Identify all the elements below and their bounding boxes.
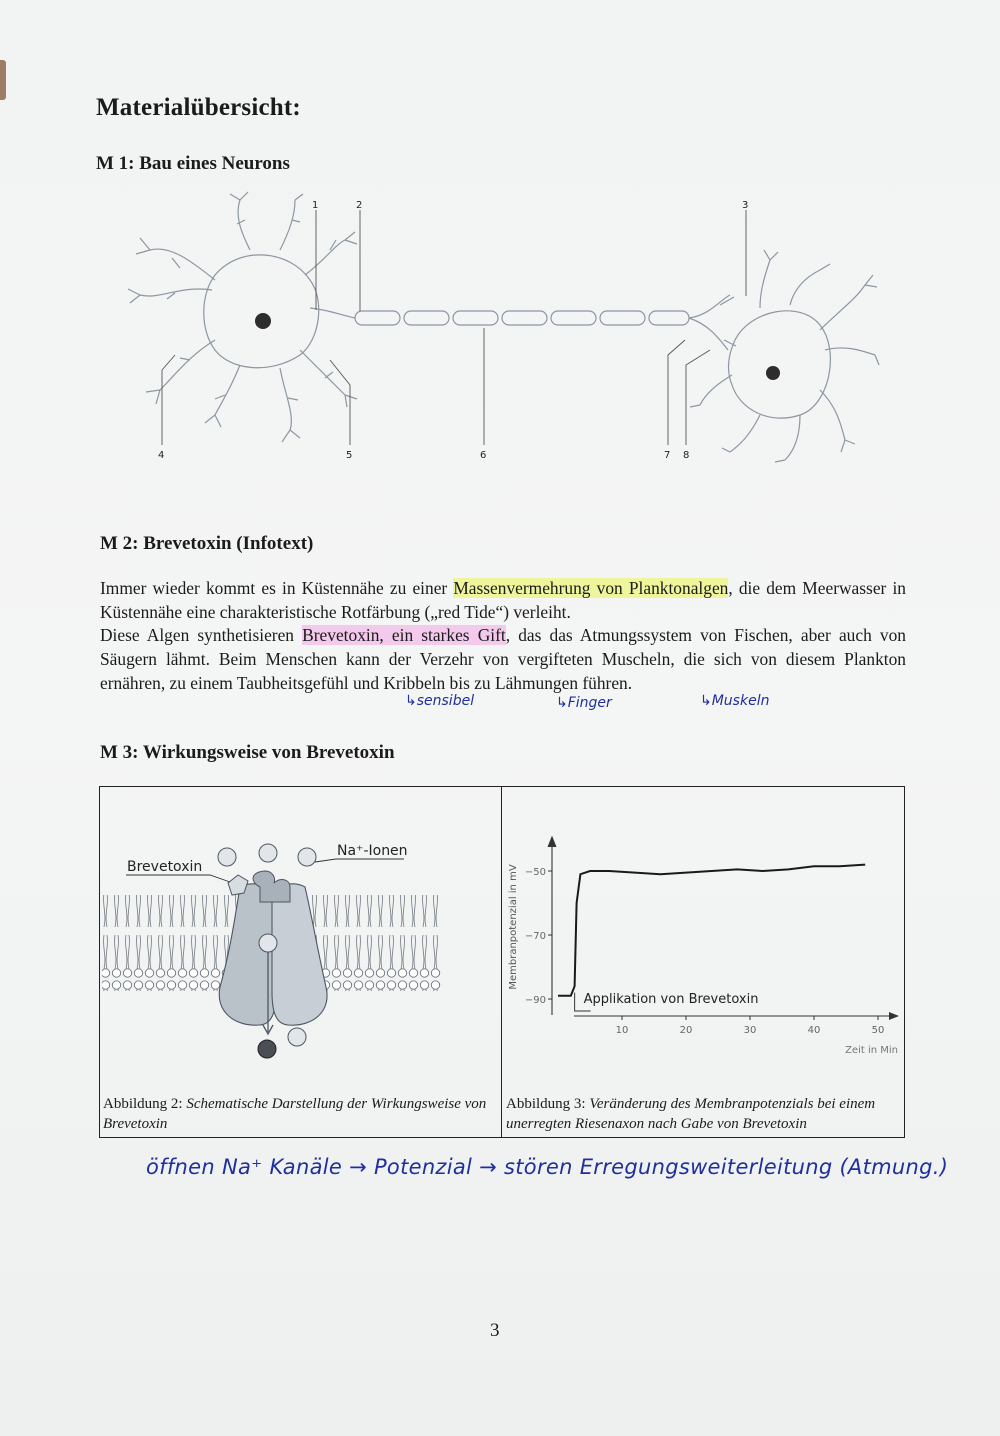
label-brevetoxin: Brevetoxin [127, 859, 203, 875]
neuron-label-8: 8 [683, 450, 690, 461]
page-title: Materialübersicht: [96, 94, 301, 121]
x-tick-label: 30 [743, 1025, 757, 1036]
neuron-label-2: 2 [356, 200, 363, 211]
neuron-label-6: 6 [480, 450, 487, 461]
neuron-label-1: 1 [312, 200, 319, 211]
label-na-ions: Na⁺-Ionen [337, 843, 408, 859]
page-number: 3 [490, 1320, 500, 1341]
m2-heading: M 2: Brevetoxin (Infotext) [100, 533, 314, 554]
chart-annotation: Applikation von Brevetoxin [583, 992, 759, 1007]
nucleus-left [255, 313, 271, 329]
y-tick-label: −70 [524, 931, 546, 942]
m2-paragraph-1: Immer wieder kommt es in Küstennähe zu einer Massenvermehrung von Planktonalgen, die dem Meerwasser in Küstennähe eine charakteristische Rotfärbung („red Tide“) verleiht. [100, 578, 906, 622]
y-axis-label: Membranpotenzial in mV [508, 864, 519, 990]
m2-paragraph-2: Diese Algen synthetisieren Brevetoxin, ein starkes Gift, das das Atmungssystem von Fischen, aber auch von Säugern lähmt. Beim Menschen kann der Verzehr von vergifteten Muscheln, die sich von diesem Plankton ernähren, zu einem Taubheitsgefühl und Kribbeln bis zu Lähmungen führen. [100, 625, 906, 693]
y-tick-label: −90 [524, 995, 546, 1006]
x-axis-label: Zeit in Min [845, 1045, 898, 1056]
neuron-label-4: 4 [158, 450, 165, 461]
nucleus-right [766, 366, 780, 380]
y-tick-label: −50 [524, 867, 546, 878]
neuron-label-7: 7 [664, 450, 671, 461]
m2-infotext [100, 577, 906, 696]
series-line-membrane-potential [558, 865, 865, 996]
x-tick-label: 10 [615, 1025, 629, 1036]
membrane-potential-chart [502, 787, 904, 1087]
page-edge-mark [0, 60, 6, 100]
soma-right [728, 311, 830, 418]
annotation-sensibel: ↳sensibel [405, 693, 475, 709]
neuron-label-5: 5 [346, 450, 353, 461]
highlight-yellow: Massenvermehrung von Planktonalgen [453, 578, 729, 598]
fig3-caption: Abbildung 3: Veränderung des Membranpotenzials bei einem unerregten Riesenaxon nach Gabe von Brevetoxin [506, 1096, 876, 1132]
annotation-finger: ↳Finger [556, 695, 612, 711]
m1-heading: M 1: Bau eines Neurons [96, 153, 290, 174]
neuron-diagram [120, 190, 880, 480]
annotation-muskeln: ↳Muskeln [700, 693, 770, 709]
highlight-pink: Brevetoxin, ein starkes Gift [302, 625, 506, 646]
channel-diagram [100, 787, 500, 1087]
x-tick-label: 50 [871, 1025, 885, 1036]
m3-heading: M 3: Wirkungsweise von Brevetoxin [100, 742, 395, 763]
fig2-caption: Abbildung 2: Schematische Darstellung der Wirkungsweise von Brevetoxin [103, 1096, 487, 1132]
handwritten-note: öffnen Na⁺ Kanäle → Potenzial → stören Erregungsweiterleitung (Atmung.) [146, 1155, 949, 1179]
x-tick-label: 20 [679, 1025, 693, 1036]
neuron-label-3: 3 [742, 200, 749, 211]
x-tick-label: 40 [807, 1025, 821, 1036]
